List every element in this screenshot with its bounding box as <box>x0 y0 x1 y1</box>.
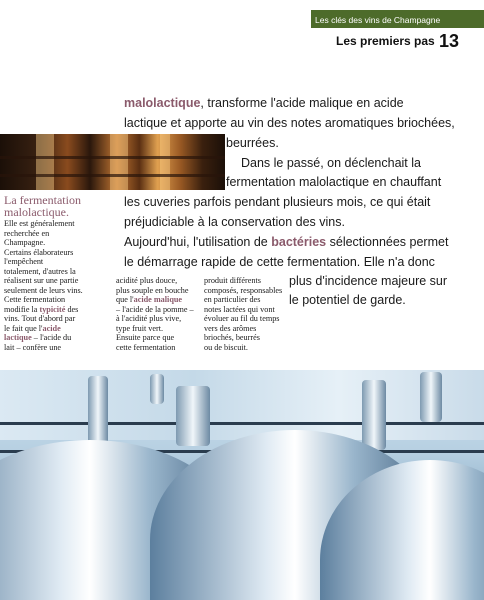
sidebar-line: vers des arômes <box>204 323 257 333</box>
sidebar-fragment: que l' <box>116 295 134 304</box>
page-number: 13 <box>439 31 460 51</box>
sidebar-line: Certains élaborateurs <box>4 247 74 257</box>
sidebar-fragment: le fait que l' <box>4 323 43 333</box>
sidebar-line <box>116 295 194 305</box>
main-text-fragment: Aujourd'hui, l'utilisation de <box>124 235 272 249</box>
main-text-line-8 <box>124 232 448 252</box>
highlight-term: malolactique <box>124 96 201 110</box>
sidebar-line: briochés, beurrés <box>204 333 260 342</box>
sidebar-line: – l'acide de la pomme – <box>116 304 194 314</box>
sidebar-column-3 <box>204 276 282 352</box>
highlight-term: typicité <box>39 304 66 314</box>
sidebar-line: seulement de leurs vins. <box>4 285 83 295</box>
main-text-line-7: préjudiciable à la conservation des vins. <box>124 215 345 229</box>
sidebar-line <box>4 333 83 343</box>
header-band-text: Les clés des vins de Champagne <box>315 15 441 25</box>
sidebar-line: Cette fermentation <box>4 295 66 304</box>
sidebar-line: Elle est généralement <box>4 219 75 228</box>
photo-highlight <box>36 134 54 190</box>
main-text-line-2: lactique et apporte au vin des notes aromatiques briochées, <box>124 116 455 130</box>
header-band <box>311 10 484 28</box>
photo-highlight <box>160 134 170 190</box>
highlight-term: lactique <box>4 333 32 342</box>
highlight-term: acide <box>42 323 61 333</box>
sidebar-column-2 <box>116 276 194 352</box>
main-text-line-9: le démarrage rapide de cette fermentation. Elle n'a donc <box>124 255 435 269</box>
main-text-fragment: sélectionnées permet <box>326 235 449 249</box>
sidebar-line: type fruit vert. <box>116 323 164 333</box>
highlight-term: bactéries <box>271 235 327 249</box>
photo-highlight <box>110 134 128 190</box>
photo-rail <box>0 156 225 159</box>
main-text-line-4: Dans le passé, on déclenchait la <box>241 156 421 170</box>
sidebar-line <box>4 324 83 334</box>
sidebar-line: évoluer au fil du temps <box>204 314 280 323</box>
sidebar-line: Champagne. <box>4 238 46 247</box>
sidebar-fragment: des <box>65 304 79 314</box>
tanks-photo <box>0 370 484 600</box>
sidebar-line: à l'acidité plus vive, <box>116 314 182 323</box>
sidebar-line: cette fermentation <box>116 342 176 352</box>
photo-railing <box>0 422 484 425</box>
main-text-line-6: les cuveries parfois pendant plusieurs mois, ce qui était <box>124 195 431 209</box>
main-text-line-3: beurrées. <box>226 136 279 150</box>
sidebar-line: l'empêchent <box>4 257 44 266</box>
section-title: Les premiers pas <box>336 34 435 48</box>
sidebar-line: Ensuite parce que <box>116 333 175 342</box>
sidebar-line: composés, responsables <box>204 285 283 295</box>
photo-pipe <box>88 376 108 446</box>
sidebar-column-1 <box>4 219 83 352</box>
sidebar-line <box>4 305 83 315</box>
main-text-line-11: le potentiel de garde. <box>289 293 406 307</box>
sidebar-title-line: malolactique. <box>4 205 69 219</box>
photo-rail <box>0 174 225 177</box>
sidebar-line: ou de biscuit. <box>204 342 248 352</box>
sidebar-line: notes lactées qui vont <box>204 304 275 314</box>
sidebar-fragment: – l'acide du <box>31 333 72 342</box>
photo-pipe <box>420 372 442 422</box>
sidebar-line: produit différents <box>204 276 261 285</box>
main-text-line-1 <box>124 93 404 113</box>
photo-wall <box>0 370 484 440</box>
sidebar-line: réalisent sur une partie <box>4 276 79 285</box>
sidebar-line: acidité plus douce, <box>116 276 178 285</box>
cellar-photo <box>0 134 225 190</box>
sidebar-title-line: La fermentation <box>4 193 81 207</box>
main-text-line-10: plus d'incidence majeure sur <box>289 274 448 288</box>
sidebar-line: totalement, d'autres la <box>4 266 76 276</box>
sidebar-title <box>4 194 81 218</box>
photo-pipe <box>362 380 386 450</box>
sidebar-line: vins. Tout d'abord par <box>4 314 76 323</box>
photo-pipe <box>150 374 164 404</box>
main-text-line-5: fermentation malolactique en chauffant <box>226 175 442 189</box>
sidebar-line: plus souple en bouche <box>116 285 189 295</box>
sidebar-fragment: modifie la <box>4 304 40 314</box>
photo-pipe <box>176 386 210 446</box>
sidebar-line: en particulier des <box>204 295 261 304</box>
sidebar-line: lait – confère une <box>4 342 62 352</box>
highlight-term: acide malique <box>133 295 183 304</box>
sidebar-line: recherchée en <box>4 228 50 238</box>
main-text-fragment: , transforme l'acide malique en acide <box>200 96 404 110</box>
